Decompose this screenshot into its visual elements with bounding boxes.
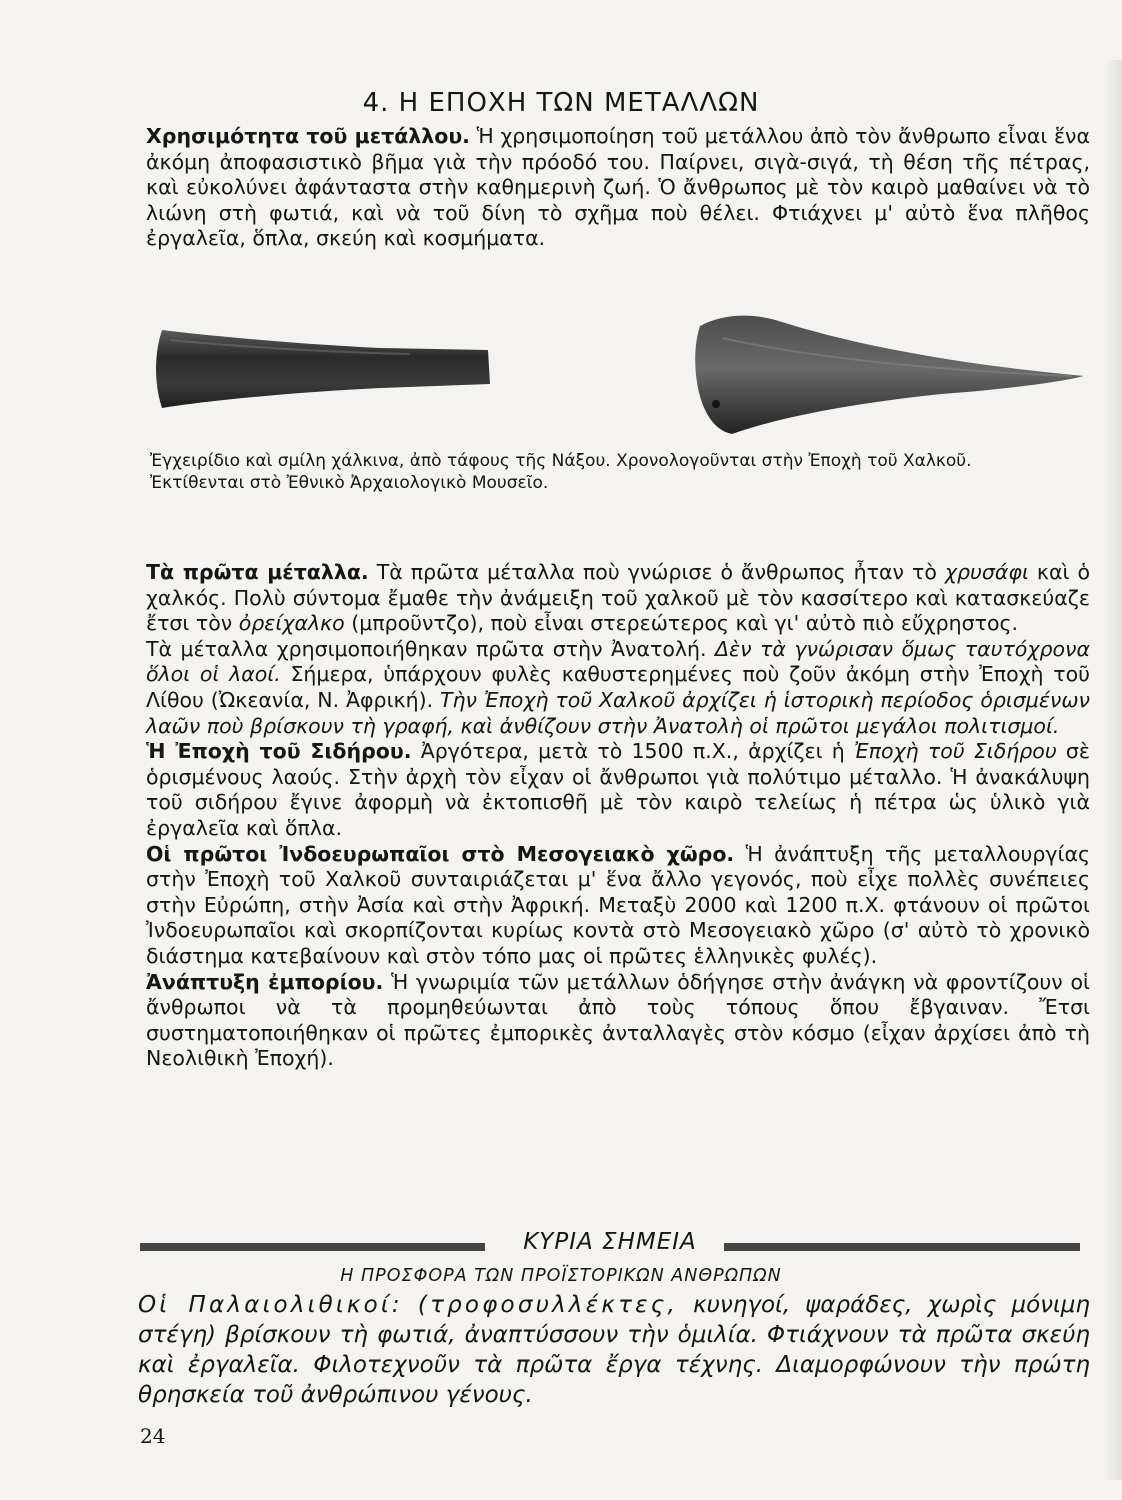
- caption-line-2: Ἐκτίθενται στὸ Ἐθνικὸ Ἀρχαιολογικὸ Μουσεῖο.: [150, 473, 549, 493]
- first-metals-italic-2: ὀρείχαλκο: [238, 611, 345, 636]
- summary-title: ΚΥΡΙΑ ΣΗΜΕΙΑ: [523, 1229, 697, 1255]
- first-metals-heading: Τὰ πρῶτα μέταλλα.: [146, 560, 369, 584]
- summary-hunters: (τροφοσυλλέκτες,: [417, 1292, 679, 1318]
- east-text-1: Τὰ μέταλλα χρησιμοποιήθηκαν πρῶτα στὴν Ἀνατολή.: [146, 636, 716, 661]
- caption-line-1: Ἐγχειρίδιο καὶ σμίλη χάλκινα, ἀπὸ τάφους τῆς Νάξου. Χρονολογοῦνται στὴν Ἐποχὴ τοῦ Χαλκοῦ.: [150, 451, 972, 471]
- iron-age-text-1: Ἀργότερα, μετὰ τὸ 1500 π.Χ., ἀρχίζει ἡ: [411, 739, 855, 764]
- first-metals-text-1: Τὰ πρῶτα μέταλλα ποὺ γνώρισε ὁ ἄνθρωπος ἦταν τὸ: [368, 560, 945, 584]
- summary-text: [138, 1290, 1090, 1410]
- east-italic-2: Τὴν Ἐποχὴ τοῦ Χαλκοῦ ἀρχίζει ἡ ἱστορικὴ περίοδος ὁρισμένων λαῶν ποὺ βρίσκουν τὴ γραφή, καὶ ἀνθίζουν στὴν Ἀνατολὴ οἱ πρῶτοι μεγάλοι πολιτισμοί.: [146, 687, 1090, 738]
- trade-text: Ἡ γνωριμία τῶν μετάλλων ὁδήγησε στὴν ἀνάγκη νὰ φροντίζουν οἱ ἄνθρωποι νὰ τὰ προμηθεύωνται ἀπὸ τοὺς τόπους ὅπου ἔβγαιναν. Ἔτσι συστηματοποιήθηκαν οἱ πρῶτες ἐμπορικὲς ἀνταλλαγὲς στὸν κόσμο (εἶχαν ἀρχίσει ἀπὸ τὴ Νεολιθικὴ Ἐποχή).: [146, 969, 1090, 1071]
- east-text-2: Σήμερα, ὑπάρχουν φυλὲς καθυστερημένες ποὺ ζοῦν ἀκόμη στὴν Ἐποχὴ τοῦ Λίθου (Ὠκεανία, Ν. Ἀφρική).: [146, 662, 1090, 712]
- paragraph-trade: [146, 970, 1090, 1072]
- indo-europeans-heading: Οἱ πρῶτοι Ἰνδοευρωπαῖοι στὸ Μεσογειακὸ χῶρο.: [146, 841, 735, 866]
- summary-body: κυνηγοί, ψαράδες, χωρὶς μόνιμη στέγη) βρίσκουν τὴ φωτιά, ἀναπτύσσουν τὴν ὁμιλία. Φτιάχνουν τὰ πρῶτα σκεύη καὶ ἐργαλεῖα. Φιλοτεχνοῦν τὰ πρῶτα ἔργα τέχνης. Διαμορφώνουν τὴν πρώτη θρησκεία τοῦ ἀνθρώπινου γένους.: [138, 1292, 1090, 1408]
- first-metals-text-2: καὶ ὁ χαλκός. Πολὺ σύντομα ἔμαθε τὴν ἀνάμειξη τοῦ χαλκοῦ μὲ τὸν κασσίτερο καὶ κατασκεύαζε ἔτσι τὸν: [146, 560, 1090, 636]
- page-number: 24: [140, 1424, 166, 1448]
- figure-caption: [150, 450, 1090, 494]
- summary-header: [140, 1229, 1080, 1265]
- iron-age-italic-1: Ἐποχὴ τοῦ Σιδήρου: [854, 739, 1057, 764]
- intro-text: Ἡ χρησιμοποίηση τοῦ μετάλλου ἀπὸ τὸν ἄνθρωπο εἶναι ἕνα ἀκόμη ἀποφασιστικὸ βῆμα γιὰ τὴν πρόοδό του. Παίρνει, σιγὰ-σιγά, τὴ θέση τῆς πέτρας, καὶ εὐκολύνει ἀφάνταστα στὴν καθημερινὴ ζωή. Ὁ ἄνθρωπος μὲ τὸν καιρὸ μαθαίνει νὰ τὸ λιώνη στὴ φωτιά, καὶ νὰ τοῦ δίνη τὸ σχῆμα ποὺ θέλει. Φτιάχνει μ' αὐτὸ ἕνα πλῆθος ἐργαλεῖα, ὅπλα, σκεύη καὶ κοσμήματα.: [146, 124, 1090, 251]
- iron-age-heading: Ἡ Ἐποχὴ τοῦ Σιδήρου.: [146, 739, 412, 764]
- main-text: [146, 560, 1090, 1072]
- chapter-title: 4. Η ΕΠΟΧΗ ΤΩΝ ΜΕΤΑΛΛΩΝ: [362, 88, 760, 118]
- paragraph-east: [146, 637, 1090, 739]
- intro-paragraph: [146, 124, 1090, 252]
- chisel-shape: [156, 330, 490, 408]
- paragraph-indo-europeans: [146, 842, 1090, 970]
- bronze-chisel-photo: [150, 322, 500, 414]
- paragraph-iron-age: [146, 739, 1090, 841]
- summary-lead: Οἱ Παλαιολιθικοί:: [138, 1292, 403, 1318]
- indo-europeans-text: Ἡ ἀνάπτυξη τῆς μεταλλουργίας στὴν Ἐποχὴ τοῦ Χαλκοῦ συνταιριάζεται μ' ἕνα ἄλλο γεγονός, ποὺ εἶχε πολλὲς συνέπειες στὴν Εὐρώπη, στὴν Ἀσία καὶ στὴν Ἀφρική. Μεταξὺ 2000 καὶ 1200 π.Χ. φτάνουν οἱ πρῶτοι Ἰνδοευρωπαῖοι καὶ σκορπίζονται κυρίως κοντὰ στὸ Μεσογειακὸ χῶρο (σ' αὐτὸ τὸ χρονικὸ διάστημα κατεβαίνουν καὶ στὸν τόπο μας οἱ πρῶτες ἑλληνικὲς φυλές).: [146, 841, 1091, 968]
- first-metals-text-3: (μπροῦντζο), ποὺ εἶναι στερεώτερος καὶ γι' αὐτὸ πιὸ εὔχρηστος.: [344, 611, 1019, 636]
- trade-heading: Ἀνάπτυξη ἐμπορίου.: [146, 969, 384, 994]
- bronze-dagger-photo: [692, 308, 1088, 438]
- dagger-blade-shape: [695, 316, 1084, 434]
- paragraph-first-metals: [146, 560, 1090, 637]
- east-italic-1: Δὲν τὰ γνώρισαν ὅμως ταυτόχρονα ὅλοι οἱ λαοί.: [146, 636, 1090, 687]
- first-metals-italic-1: χρυσάφι: [944, 560, 1029, 584]
- intro-heading: Χρησιμότητα τοῦ μετάλλου.: [146, 124, 470, 148]
- summary-subtitle: Η ΠΡΟΣΦΟΡΑ ΤΩΝ ΠΡΟΪΣΤΟΡΙΚΩΝ ΑΝΘΡΩΠΩΝ: [340, 1266, 782, 1286]
- iron-age-text-2: σὲ ὁρισμένους λαούς. Στὴν ἀρχὴ τὸν εἶχαν οἱ ἄνθρωποι γιὰ πολύτιμο μέταλλο. Ἡ ἀνακάλυψη τοῦ σιδήρου ἔγινε ἀφορμὴ νὰ ἐκτοπισθῆ μὲ τὸν καιρὸ τελείως ἡ πέτρα ὡς ὑλικὸ γιὰ ἐργαλεῖα καὶ ὅπλα.: [146, 739, 1091, 840]
- summary-rule-right: [724, 1243, 1080, 1251]
